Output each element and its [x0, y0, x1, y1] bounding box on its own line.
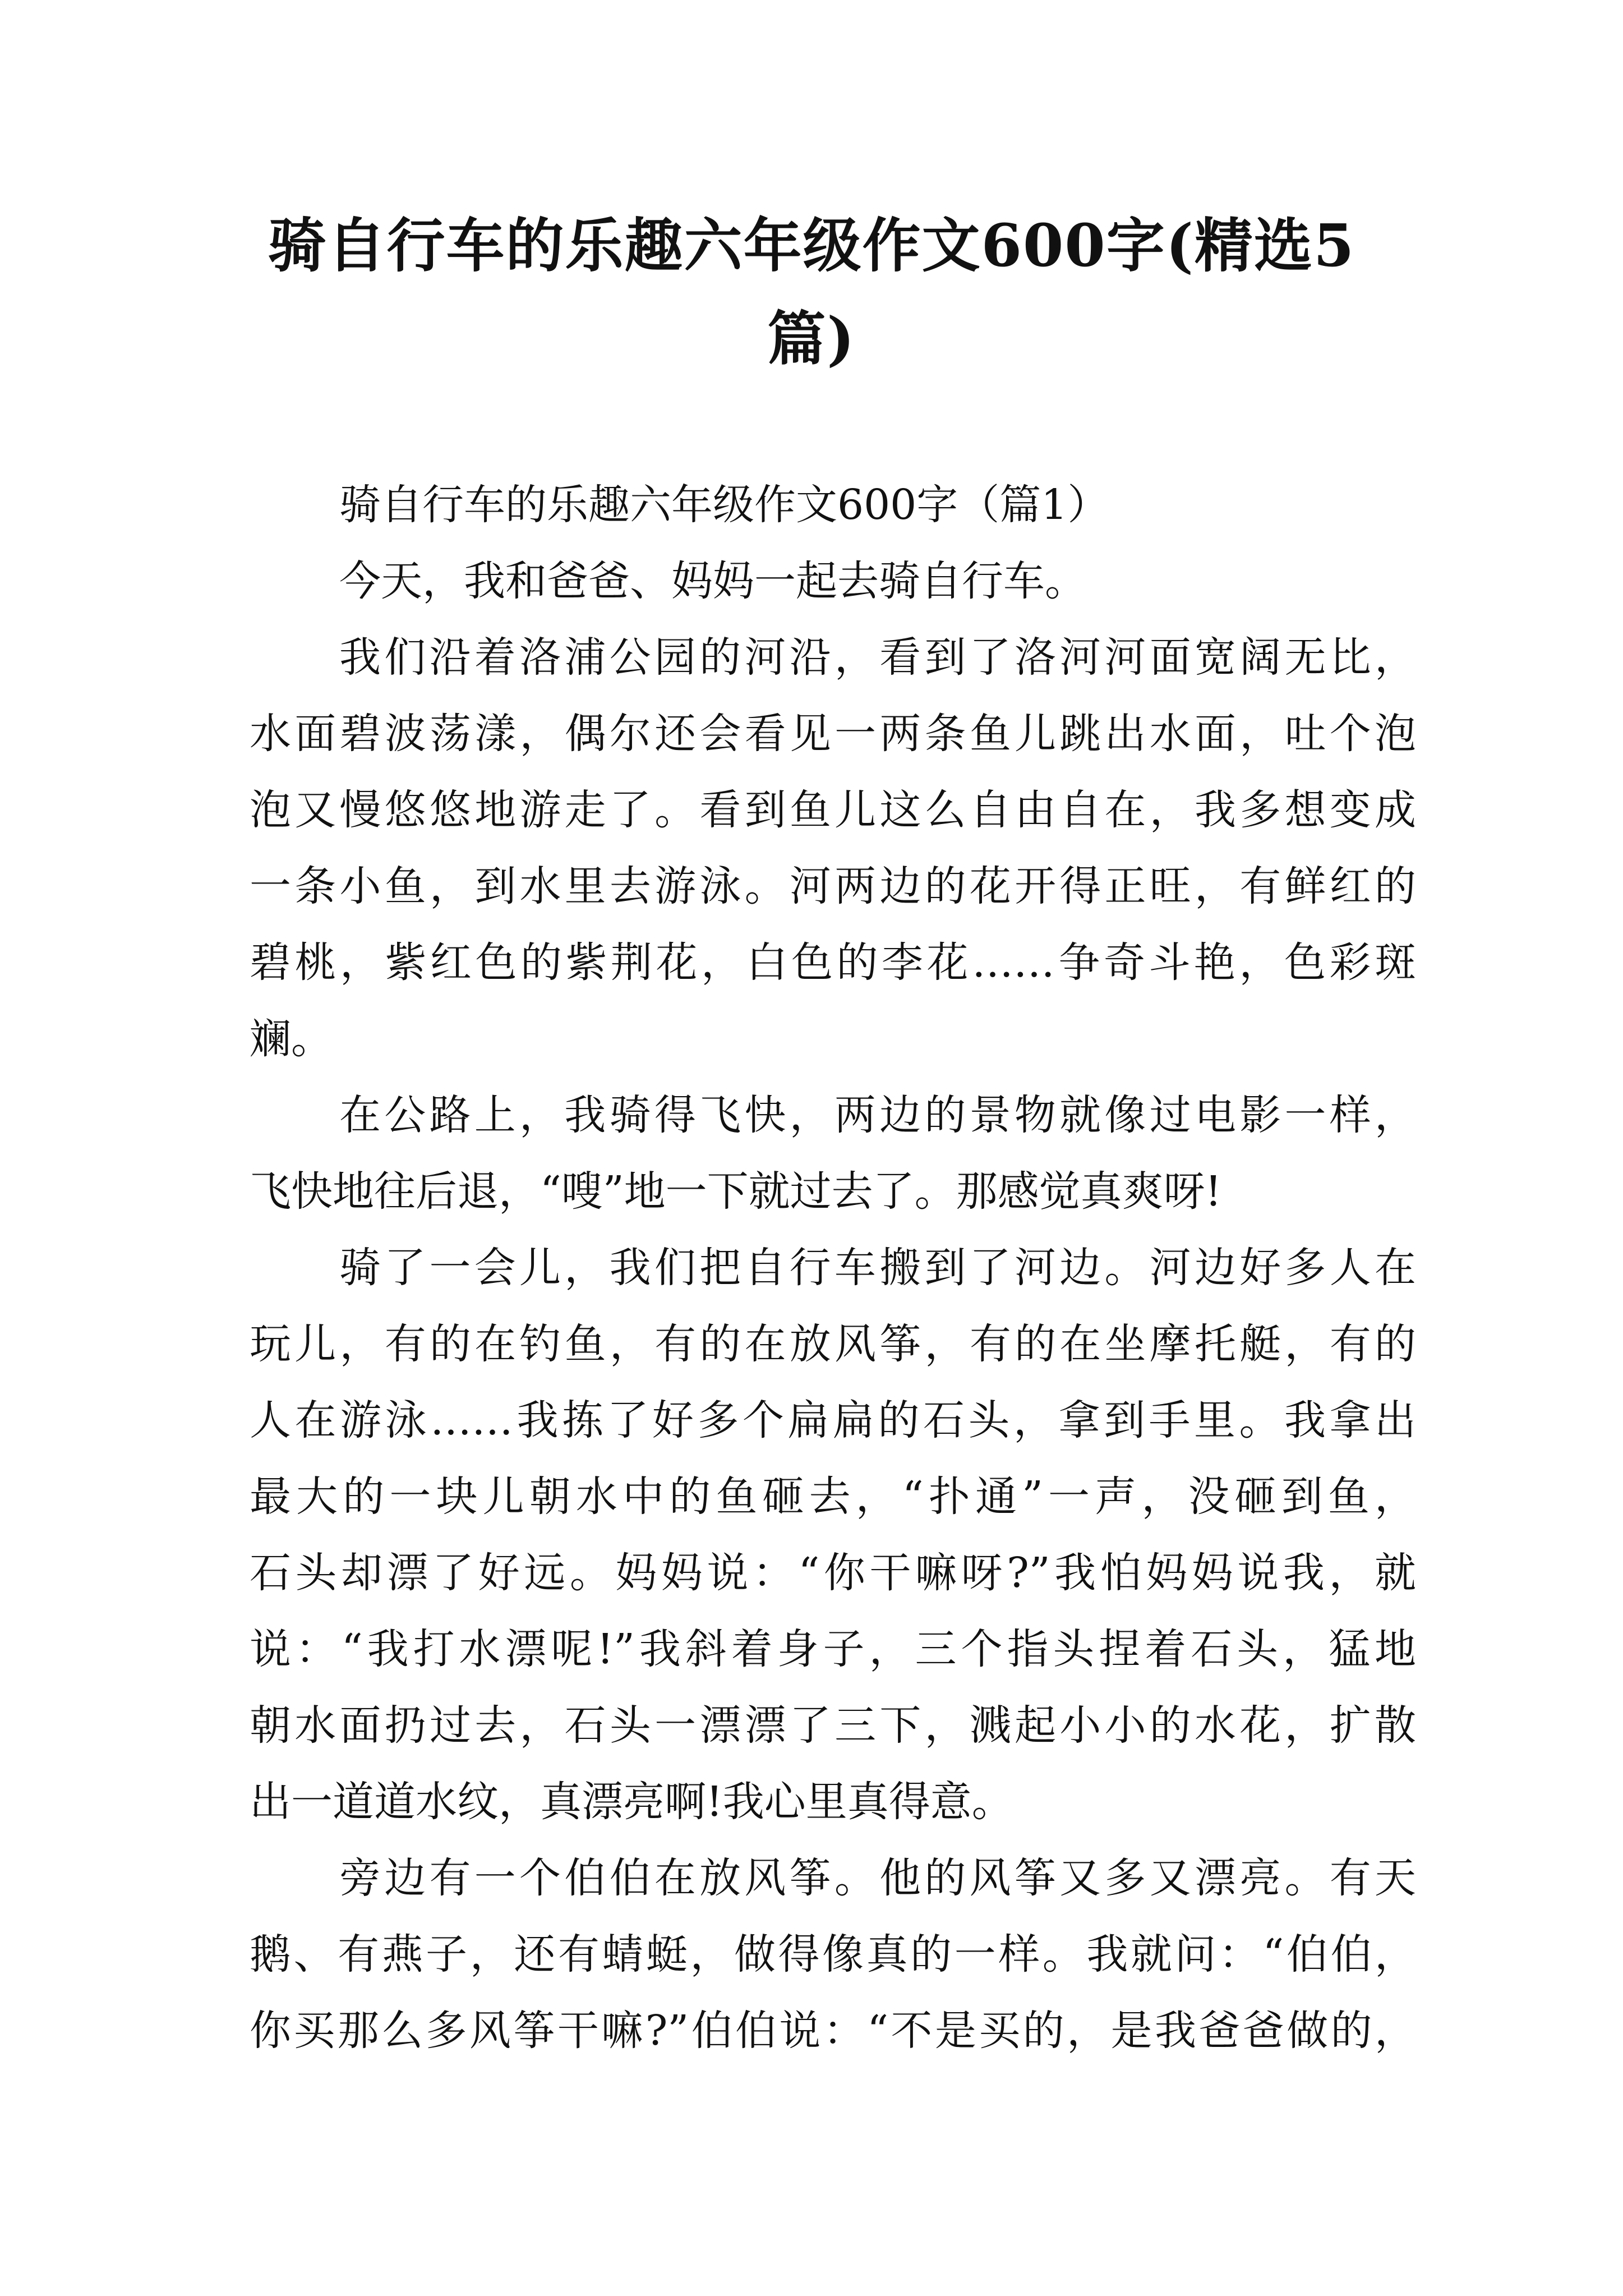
- text-line: 人在游泳……我拣了好多个扁扁的石头，拿到手里。我拿出: [250, 1396, 1416, 1444]
- text-line: 最大的一块儿朝水中的鱼砸去，“扑通”一声，没砸到鱼，: [250, 1473, 1416, 1521]
- text-line: 一条小鱼，到水里去游泳。河两边的花开得正旺，有鲜红的: [250, 862, 1416, 910]
- text-line: 鹅、有燕子，还有蜻蜓，做得像真的一样。我就问：“伯伯，: [250, 1930, 1416, 1978]
- text-line: 骑了一会儿，我们把自行车搬到了河边。河边好多人在: [339, 1244, 1416, 1292]
- title-line-2: 篇): [767, 304, 856, 373]
- text-line: 石头却漂了好远。妈妈说：“你干嘛呀?”我怕妈妈说我，就: [250, 1549, 1416, 1597]
- text-line: 斓。: [250, 1015, 333, 1063]
- document-title: [213, 199, 1410, 385]
- text-line: 碧桃，紫红色的紫荆花，白色的李花……争奇斗艳，色彩斑: [250, 938, 1416, 987]
- paragraph: [250, 1077, 1416, 1230]
- text-line: 朝水面扔过去，石头一漂漂了三下，溅起小小的水花，扩散: [250, 1701, 1416, 1750]
- paragraph: [250, 1840, 1416, 2069]
- text-line: 我们沿着洛浦公园的河沿，看到了洛河河面宽阔无比，: [339, 633, 1416, 682]
- text-line: 说：“我打水漂呢!”我斜着身子，三个指头捏着石头，猛地: [250, 1625, 1416, 1673]
- paragraph: [250, 543, 1416, 619]
- paragraph: [250, 619, 1416, 1077]
- text-line: 今天，我和爸爸、妈妈一起去骑自行车。: [339, 557, 1086, 605]
- title-line-1: 骑自行车的乐趣六年级作文600字(精选5: [268, 211, 1355, 280]
- paragraph: [250, 1230, 1416, 1840]
- text-line: 玩儿，有的在钓鱼，有的在放风筝，有的在坐摩托艇，有的: [250, 1320, 1416, 1368]
- text-line: 在公路上，我骑得飞快，两边的景物就像过电影一样，: [339, 1091, 1416, 1139]
- text-line: 骑自行车的乐趣六年级作文600字（篇1）: [339, 481, 1109, 529]
- text-line: 泡又慢悠悠地游走了。看到鱼儿这么自由自在，我多想变成: [250, 786, 1416, 834]
- section-heading: [250, 467, 1416, 543]
- text-line: 旁边有一个伯伯在放风筝。他的风筝又多又漂亮。有天: [339, 1854, 1416, 1902]
- text-line: 你买那么多风筝干嘛?”伯伯说：“不是买的，是我爸爸做的，: [250, 2007, 1416, 2055]
- document-body: [250, 467, 1416, 2069]
- text-line: 出一道道水纹，真漂亮啊!我心里真得意。: [250, 1778, 1013, 1826]
- text-line: 飞快地往后退，“嗖”地一下就过去了。那感觉真爽呀!: [250, 1167, 1222, 1216]
- text-line: 水面碧波荡漾，偶尔还会看见一两条鱼儿跳出水面，吐个泡: [250, 710, 1416, 758]
